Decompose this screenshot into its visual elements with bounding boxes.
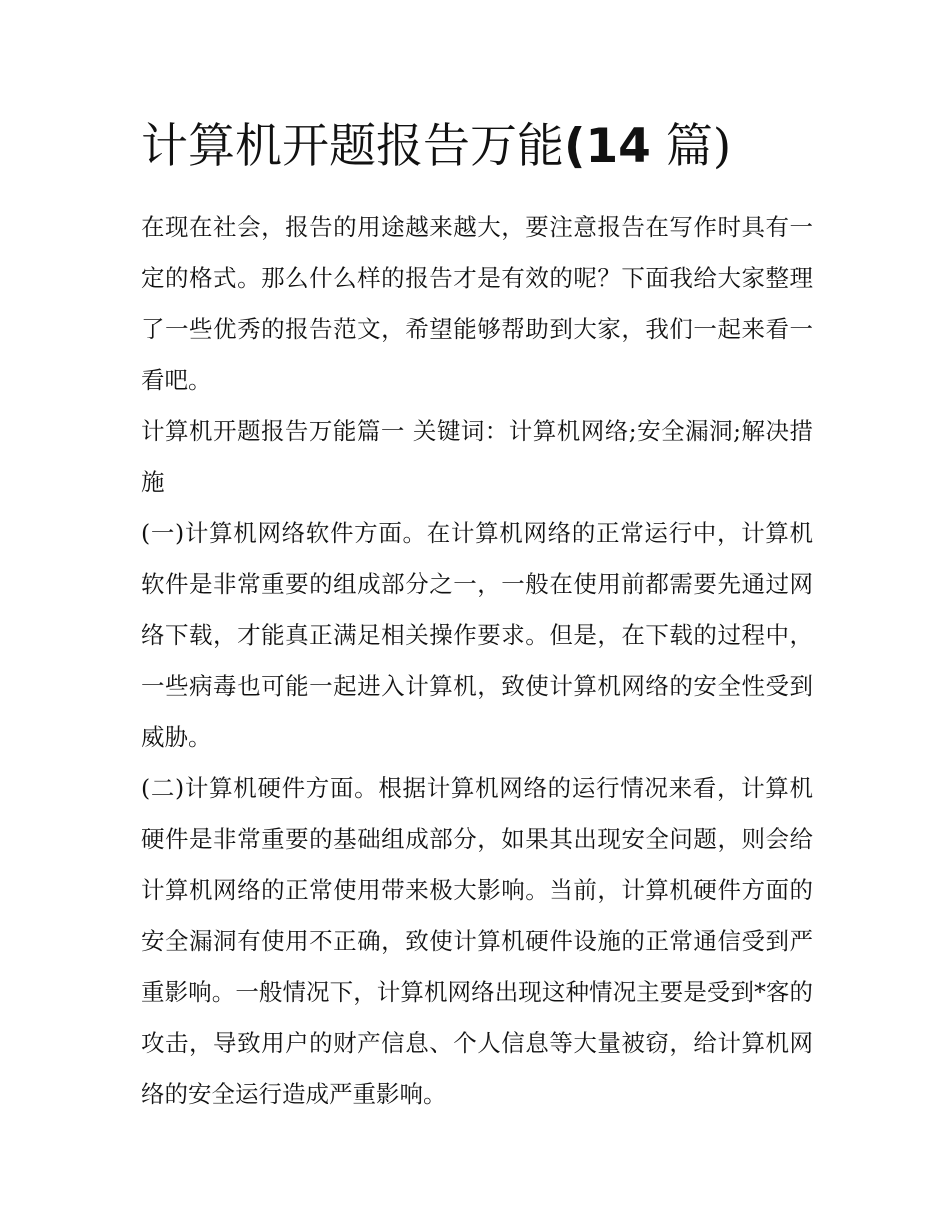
title-suffix: 篇) [665,119,732,174]
document-body [141,202,813,1120]
intro-paragraph: 在现在社会，报告的用途越来越大，要注意报告在写作时具有一定的格式。那么什么样的报告才是有效的呢？下面我给大家整理了一些优秀的报告范文，希望能够帮助到大家，我们一起来看一看吧。 [141,213,813,394]
document-title [141,116,813,178]
software-paragraph: (一)计算机网络软件方面。在计算机网络的正常运行中，计算机软件是非常重要的组成部分之一，一般在使用前都需要先通过网络下载，才能真正满足相关操作要求。但是，在下载的过程中，一些病毒也可能一起进入计算机，致使计算机网络的安全性受到威胁。 [141,519,813,751]
keywords-paragraph: 计算机开题报告万能篇一 关键词：计算机网络;安全漏洞;解决措施 [141,417,813,496]
hardware-paragraph: (二)计算机硬件方面。根据计算机网络的运行情况来看，计算机硬件是非常重要的基础组成部分，如果其出现安全问题，则会给计算机网络的正常使用带来极大影响。当前，计算机硬件方面的安全漏洞有使用不正确，致使计算机硬件设施的正常通信受到严重影响。一般情况下，计算机网络出现这种情况主要是受到*客的攻击，导致用户的财产信息、个人信息等大量被窃，给计算机网络的安全运行造成严重影响。 [141,774,813,1108]
title-main: 计算机开题报告万能 [141,119,564,174]
document-content [141,116,813,1120]
title-space [651,119,666,174]
title-count: (14 [564,119,651,174]
